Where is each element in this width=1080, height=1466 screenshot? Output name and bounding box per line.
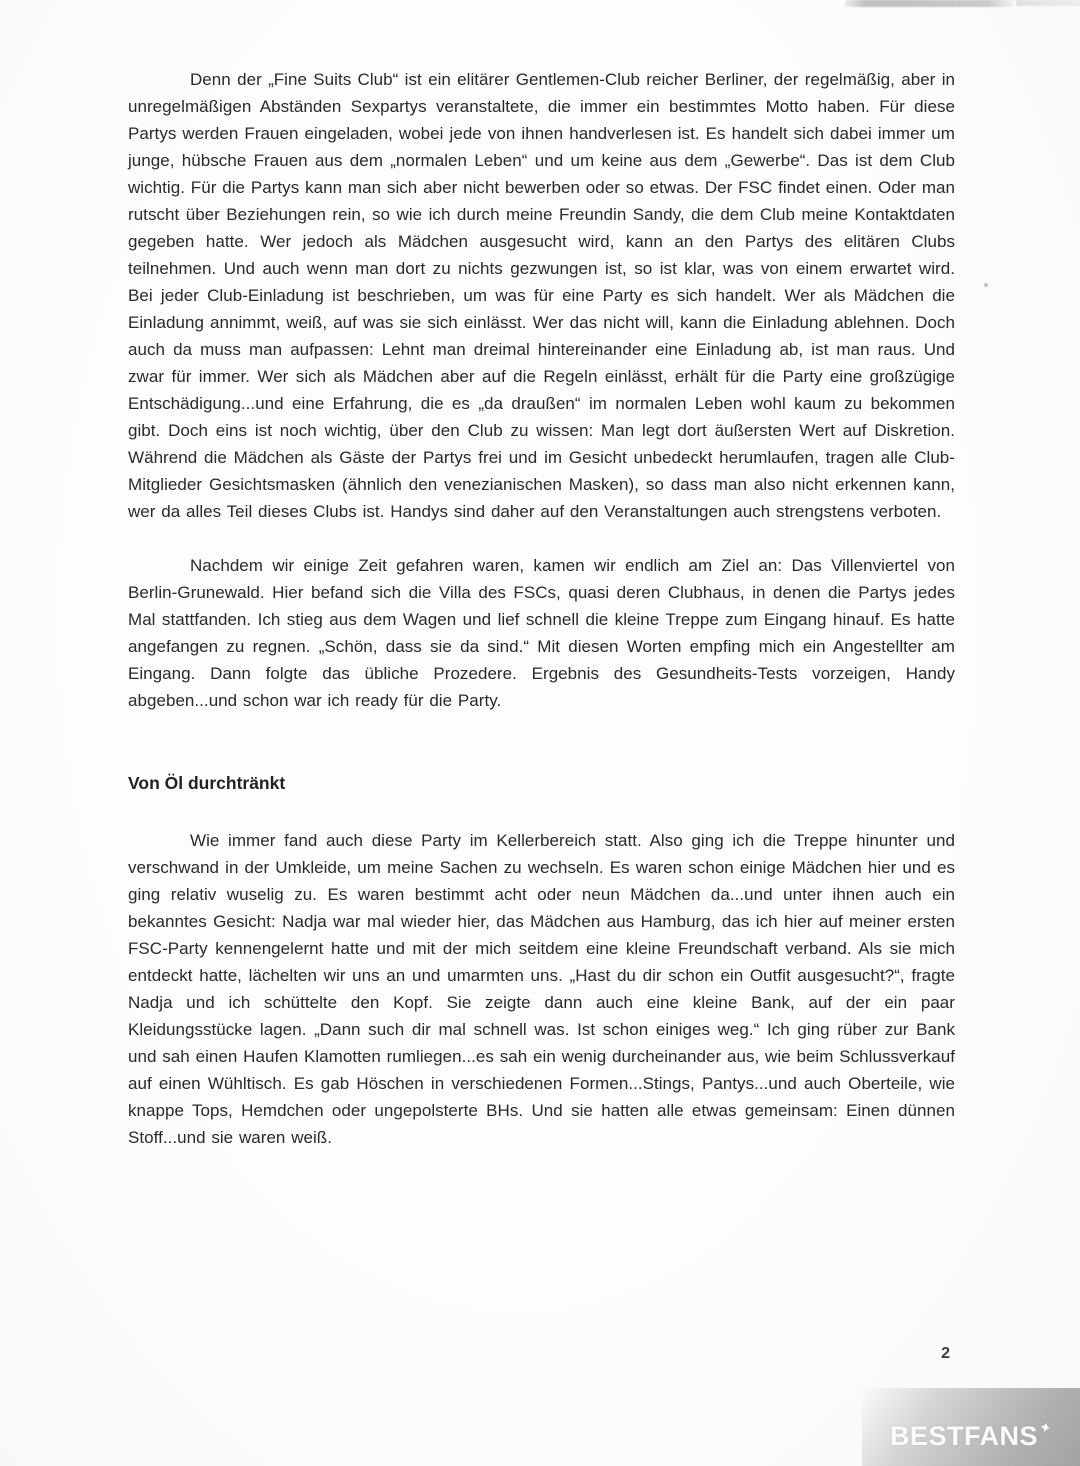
watermark-star-icon: ✦ [1037,1418,1054,1439]
watermark-text: BESTFANS [889,1421,1038,1451]
page-content [128,66,955,1178]
paragraph-fine-suits-club: Denn der „Fine Suits Club“ ist ein elitärer Gentlemen-Club reicher Berliner, der regelmäßig, aber in unregelmäßigen Abständen Sexpartys veranstaltete, die immer ein bestimmtes Motto haben. Für diese Partys werden Frauen eingeladen, wobei jede von ihnen handverlesen ist. Es handelt sich dabei immer um junge, hübsche Frauen aus dem „normalen Leben“ und um keine aus dem „Gewerbe“. Das ist dem Club wichtig. Für die Partys kann man sich aber nicht bewerben oder so etwas. Der FSC findet einen. Oder man rutscht über Beziehungen rein, so wie ich durch meine Freundin Sandy, die dem Club meine Kontaktdaten gegeben hatte. Wer jedoch als Mädchen ausgesucht wird, kann an den Partys des elitären Clubs teilnehmen. Und auch wenn man dort zu nichts gezwungen ist, so ist klar, was von einem erwartet wird. Bei jeder Club-Einladung ist beschrieben, um was für eine Party es sich handelt. Wer als Mädchen die Einladung annimmt, weiß, auf was sie sich einlässt. Wer das nicht will, kann die Einladung ablehnen. Doch auch da muss man aufpassen: Lehnt man dreimal hintereinander eine Einladung ab, ist man raus. Und zwar für immer. Wer sich als Mädchen aber auf die Regeln einlässt, erhält für die Party eine großzügige Entschädigung...und eine Erfahrung, die es „da draußen“ im normalen Leben wohl kaum zu bekommen gibt. Doch eins ist noch wichtig, über den Club zu wissen: Man legt dort äußersten Wert auf Diskretion. Während die Mädchen als Gäste der Partys frei und im Gesicht unbedeckt herumlaufen, tragen alle Club-Mitglieder Gesichtsmasken (ähnlich den venezianischen Masken), so dass man also nicht erkennen kann, wer da alles Teil dieses Clubs ist. Handys sind daher auf den Veranstaltungen auch strengstens verboten. [128,70,955,521]
scan-speck [984,283,988,287]
paragraph-arrival-villa: Nachdem wir einige Zeit gefahren waren, kamen wir endlich am Ziel an: Das Villenviertel von Berlin-Grunewald. Hier befand sich die Villa des FSCs, quasi deren Clubhaus, in denen die Partys jedes Mal stattfanden. Ich stieg aus dem Wagen und lief schnell die kleine Treppe zum Eingang hinauf. Es hatte angefangen zu regnen. „Schön, dass sie da sind.“ Mit diesen Worten empfing mich ein Angestellter am Eingang. Dann folgte das übliche Prozedere. Ergebnis des Gesundheits-Tests vorzeigen, Handy abgeben...und schon war ich ready für die Party. [128,556,955,710]
page-number: 2 [941,1345,950,1362]
scan-artifact-bar [845,0,1013,7]
scan-artifact-bar-secondary [1016,0,1080,6]
section-heading: Von Öl durchtränkt [128,773,286,793]
paragraph-umkleide: Wie immer fand auch diese Party im Kellerbereich statt. Also ging ich die Treppe hinunter und verschwand in der Umkleide, um meine Sachen zu wechseln. Es waren schon einige Mädchen hier und es ging relativ wuselig zu. Es waren bestimmt acht oder neun Mädchen da...und unter ihnen auch ein bekanntes Gesicht: Nadja war mal wieder hier, das Mädchen aus Hamburg, das ich hier auf meiner ersten FSC-Party kennengelernt hatte und mit der mich seitdem eine kleine Freundschaft verband. Als sie mich entdeckt hatte, lächelten wir uns an und umarmten uns. „Hast du dir schon ein Outfit ausgesucht?“, fragte Nadja und ich schüttelte den Kopf. Sie zeigte dann auch eine kleine Bank, auf der ein paar Kleidungsstücke lagen. „Dann such dir mal schnell was. Ist schon einiges weg.“ Ich ging rüber zur Bank und sah einen Haufen Klamotten rumliegen...es sah ein wenig durcheinander aus, wie beim Schlussverkauf auf einen Wühltisch. Es gab Höschen in verschiedenen Formen...Stings, Pantys...und auch Oberteile, wie knappe Tops, Hemdchen oder ungepolsterte BHs. Und sie hatten alle etwas gemeinsam: Einen dünnen Stoff...und sie waren weiß. [128,831,955,1147]
watermark-logo [890,1419,1052,1452]
bestfans-watermark [862,1388,1080,1466]
